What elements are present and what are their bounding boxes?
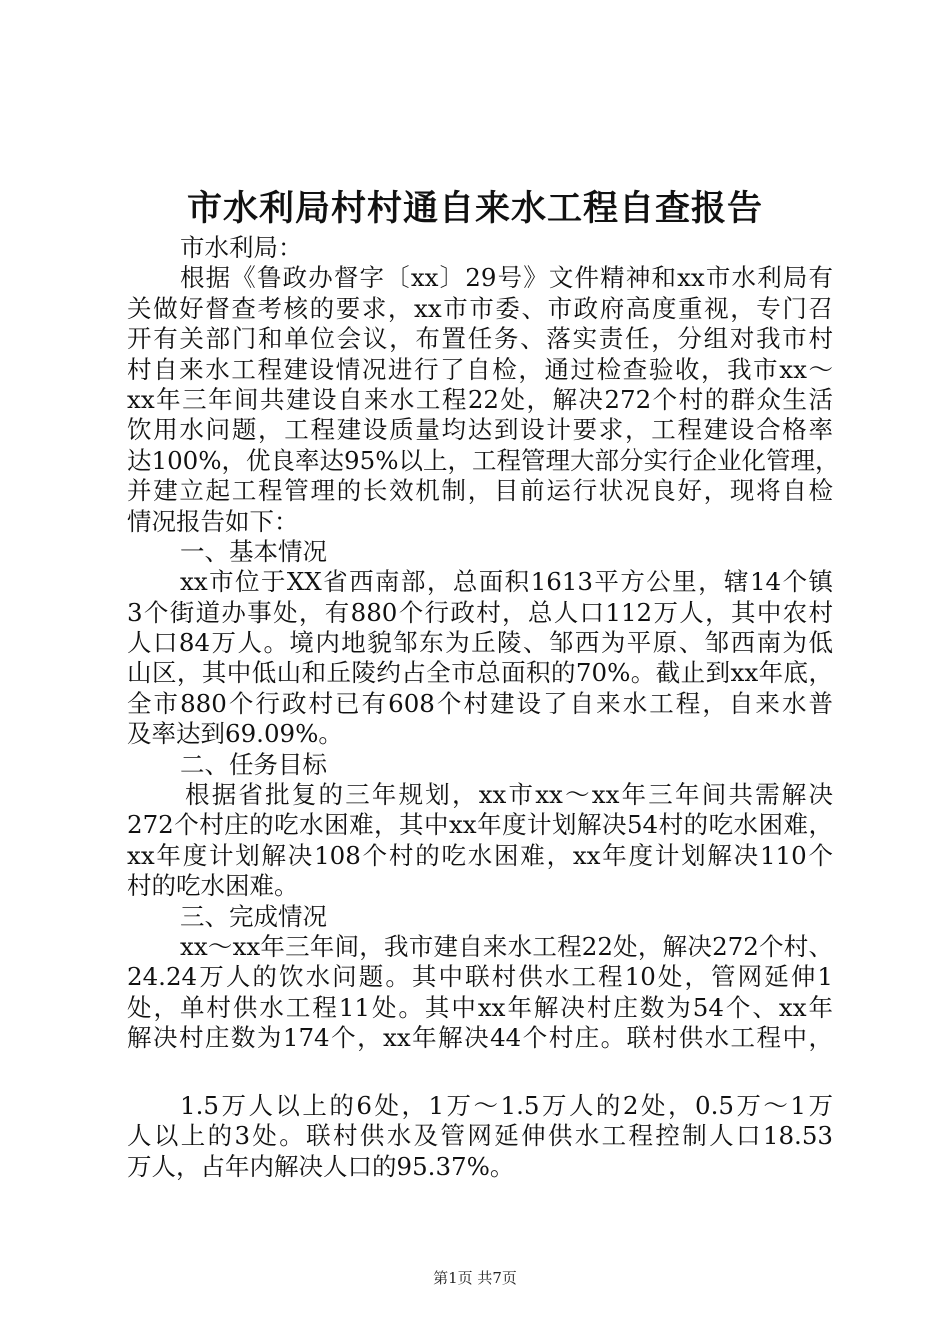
basic-line: 山区，其中低山和丘陵约占全市总面积的70%。截止到xx年底，	[127, 658, 833, 688]
intro-line: 情况报告如下：	[127, 506, 299, 536]
document-body-part-1	[127, 233, 840, 1054]
basic-line: 及率达到69.09%。	[127, 719, 343, 749]
completion-line: 万人，占年内解决人口的95.37%。	[127, 1151, 515, 1181]
completion-line: 解决村庄数为174个，xx年解决44个村庄。联村供水工程中，	[127, 1023, 833, 1053]
intro-line: xx年三年间共建设自来水工程22处，解决272个村的群众生活	[127, 384, 833, 414]
intro-line: 关做好督查考核的要求，xx市市委、市政府高度重视，专门召	[127, 293, 833, 323]
section-heading-completion: 三、完成情况	[180, 901, 327, 931]
section-heading-target: 二、任务目标	[180, 749, 327, 779]
intro-line: 开有关部门和单位会议，布置任务、落实责任，分组对我市村	[127, 324, 833, 354]
basic-line: 全市880个行政村已有608个村建设了自来水工程，自来水普	[127, 688, 833, 718]
salutation: 市水利局：	[180, 233, 303, 262]
completion-line: 1.5万人以上的6处，1万～1.5万人的2处，0.5万～1万	[180, 1091, 833, 1120]
intro-line: 达100%，优良率达95%以上，工程管理大部分实行企业化管理，	[127, 445, 840, 475]
basic-line: 3个街道办事处，有880个行政村，总人口112万人，其中农村	[127, 597, 833, 627]
page-number-footer: 第1页 共7页	[433, 1269, 517, 1287]
section-heading-basic: 一、基本情况	[180, 536, 327, 566]
document-body-part-2	[127, 1091, 833, 1182]
intro-line: 村自来水工程建设情况进行了自检，通过检查验收，我市xx～	[127, 354, 833, 384]
intro-line: 饮用水问题，工程建设质量均达到设计要求，工程建设合格率	[127, 415, 833, 445]
target-line: 村的吃水困难。	[127, 871, 299, 901]
basic-line: xx市位于XX省西南部，总面积1613平方公里，辖14个镇	[180, 567, 833, 597]
intro-line: 并建立起工程管理的长效机制，目前运行状况良好，现将自检	[127, 476, 833, 506]
basic-line: 人口84万人。境内地貌邹东为丘陵、邹西为平原、邹西南为低	[127, 628, 833, 658]
intro-line: 根据《鲁政办督字〔xx〕29号》文件精神和xx市水利局有	[180, 263, 833, 293]
target-line: 根据省批复的三年规划，xx市xx～xx年三年间共需解决	[185, 780, 833, 810]
completion-line: 处，单村供水工程11处。其中xx年解决村庄数为54个、xx年	[127, 992, 833, 1022]
completion-line: xx～xx年三年间，我市建自来水工程22处，解决272个村、	[180, 931, 833, 961]
target-line: xx年度计划解决108个村的吃水困难，xx年度计划解决110个	[127, 840, 833, 870]
document-title: 市水利局村村通自来水工程自查报告	[186, 188, 763, 229]
target-line: 272个村庄的吃水困难，其中xx年度计划解决54村的吃水困难，	[127, 810, 833, 840]
completion-line: 人以上的3处。联村供水及管网延伸供水工程控制人口18.53	[127, 1121, 833, 1151]
completion-line: 24.24万人的饮水问题。其中联村供水工程10处，管网延伸1	[127, 962, 833, 992]
